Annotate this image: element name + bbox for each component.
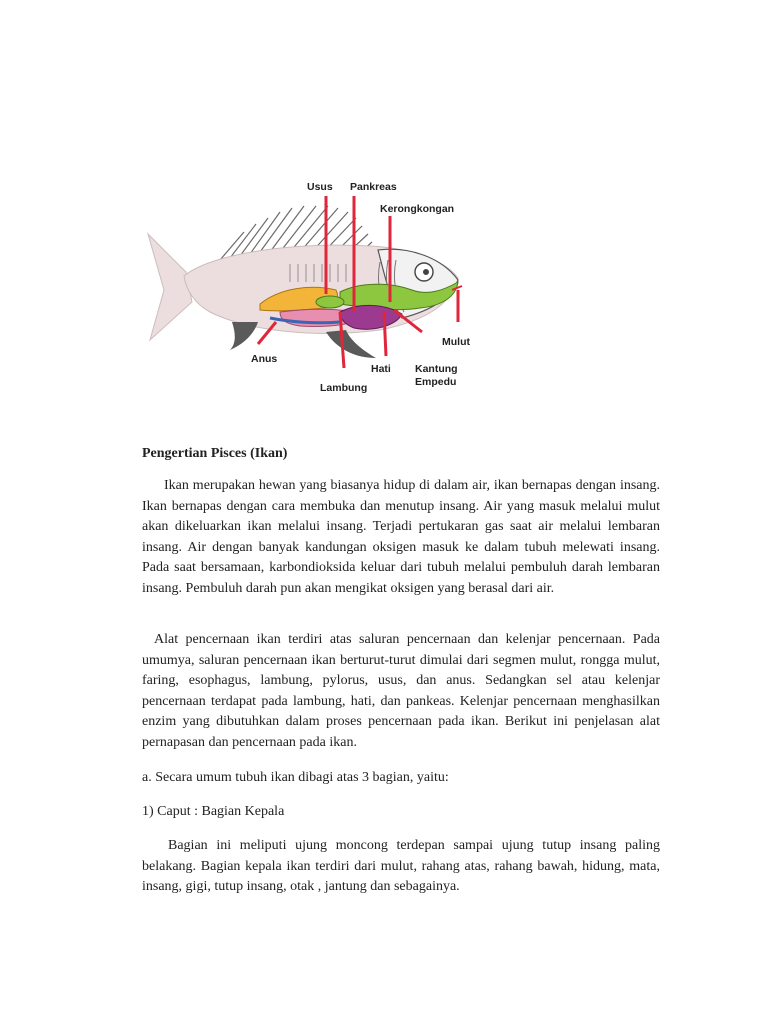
paragraph-caput-title: 1) Caput : Bagian Kepala [142, 804, 285, 819]
label-lambung: Lambung [320, 382, 368, 394]
label-usus: Usus [307, 181, 333, 193]
label-anus: Anus [251, 353, 278, 365]
paragraph-digestion: Alat pencernaan ikan terdiri atas saluran pencernaan dan kelenjar pencernaan. Pada umumya, saluran pencernaan ikan berturut-turut dimulai dari segmen mulut, rongga mulut, faring, esophagus, lambung, pylorus, usus, dan anus. Sedangkan sel atau kelenjar pencernaan terdapat pada lambung, hati, dan pankeas. Kelenjar pencernaan menghasilkan enzim yang dibutuhkan dalam proses pencernaan pada ikan. Berikut ini penjelasan alat pernapasan dan pencernaan pada ikan. [142, 632, 660, 750]
fish-anatomy-svg [140, 172, 480, 400]
section-heading: Pengertian Pisces (Ikan) [142, 446, 288, 461]
label-empedu: Empedu [415, 376, 457, 388]
paragraph-respiration: Ikan merupakan hewan yang biasanya hidup di dalam air, ikan bernapas dengan insang. Ikan bernapas dengan cara membuka dan menutup insang. Air yang masuk melalui mulut akan dikeluarkan ikan melalui insang. Terjadi pertukaran gas saat air melalui lembaran insang. Air dengan banyak kandungan oksigen masuk ke dalam tubuh melewati insang. Pada saat bersamaan, karbondioksida keluar dari tubuh melalui pembuluh darah lembaran insang. Pembuluh darah pun akan mengikat oksigen yang berasal dari air. [142, 478, 660, 596]
paragraph-body-parts-intro: a. Secara umum tubuh ikan dibagi atas 3 bagian, yaitu: [142, 770, 449, 785]
anal-fin [230, 322, 258, 350]
label-kerongkongan: Kerongkongan [380, 203, 455, 215]
label-kantung: Kantung [415, 363, 458, 375]
paragraph-caput-description: Bagian ini meliputi ujung moncong terdepan sampai ujung tutup insang paling belakang. Bagian kepala ikan terdiri dari mulut, rahang atas, rahang bawah, hidung, mata, insang, gigi, tutup insang, otak , jantung dan sebagainya. [142, 838, 660, 894]
label-pankreas: Pankreas [350, 181, 397, 193]
tail-fin [148, 234, 192, 340]
fish-anatomy-diagram [140, 172, 480, 400]
pelvic-fin [326, 330, 376, 358]
label-hati: Hati [371, 363, 391, 375]
label-mulut: Mulut [442, 336, 470, 348]
